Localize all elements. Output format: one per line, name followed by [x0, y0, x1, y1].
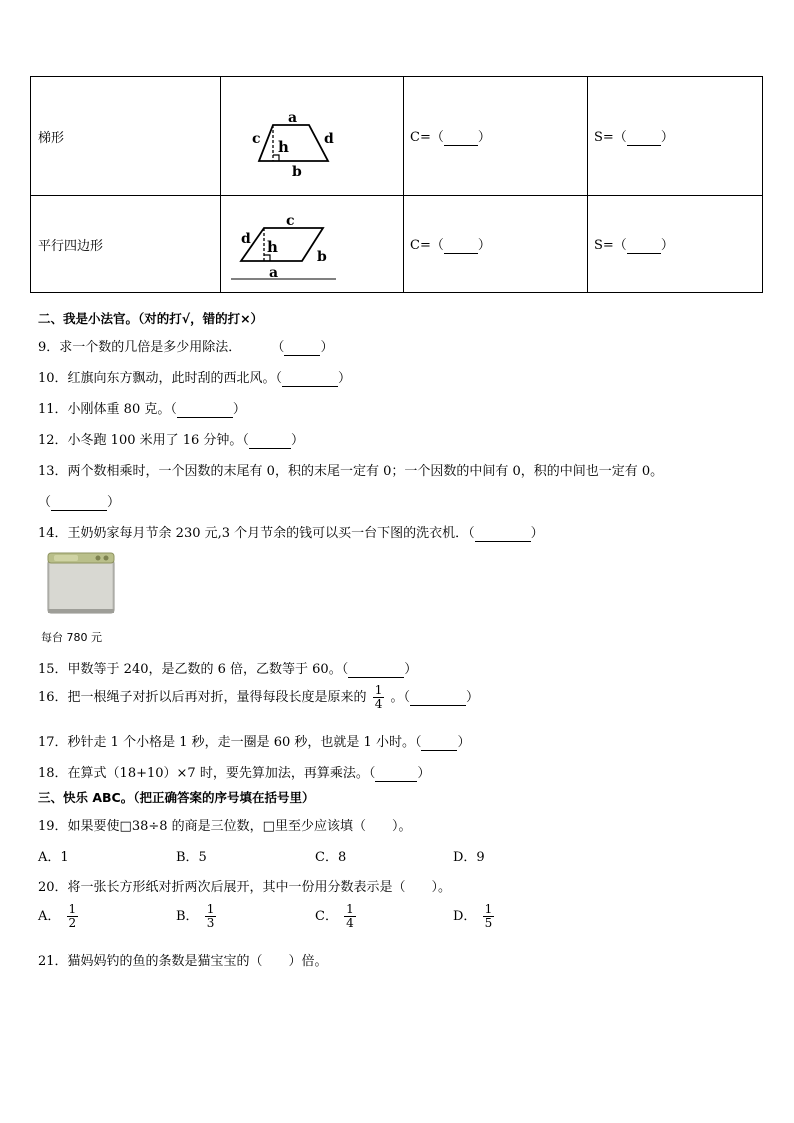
washing-machine-image	[46, 551, 116, 615]
perimeter-close: ）	[477, 238, 491, 253]
fraction-numerator: 1	[346, 902, 354, 916]
question-text: 14．王奶奶家每月节余 230 元,3 个月节余的钱可以买一台下图的洗衣机．（	[38, 526, 475, 541]
fraction	[67, 903, 79, 930]
section-2-heading: 二、我是小法官。（对的打√，错的打×）	[38, 311, 264, 326]
question-17	[38, 731, 470, 751]
fraction	[205, 903, 217, 930]
question-19: 19．如果要使□38÷8 的商是三位数，□里至少应该填（ ）。	[38, 819, 412, 834]
perimeter-cell	[404, 77, 588, 196]
question-21: 21．猫妈妈钓的鱼的条数是猫宝宝的（ ）倍。	[38, 954, 328, 969]
washer-price-caption: 每台 780 元	[41, 631, 102, 644]
question-16	[38, 684, 479, 711]
option-c[interactable]: C．8	[315, 850, 347, 865]
section-3-heading: 三、快乐 ABC。（把正确答案的序号填在括号里）	[38, 790, 315, 805]
fraction-numerator: 1	[68, 902, 77, 916]
answer-blank[interactable]	[375, 766, 417, 782]
shape-name: 平行四边形	[31, 196, 221, 293]
question-text: 17．秒针走 1 个小格是 1 秒，走一圈是 60 秒，也就是 1 小时。（	[38, 735, 422, 750]
answer-blank[interactable]	[410, 690, 466, 706]
question-20: 20．将一张长方形纸对折两次后展开，其中一份用分数表示是（ ）。	[38, 880, 452, 895]
question-text: 9．求一个数的几倍是多少用除法．	[38, 340, 242, 355]
fraction-denominator: 4	[346, 916, 354, 930]
fraction-denominator: 2	[68, 916, 77, 930]
table-row-trapezoid	[31, 77, 763, 196]
shape-name: 梯形	[31, 77, 221, 196]
area-cell	[588, 196, 763, 293]
answer-blank[interactable]	[282, 371, 338, 387]
label-d: d	[241, 231, 251, 247]
label-h: h	[267, 238, 278, 256]
option-d[interactable]: D．9	[453, 850, 485, 865]
paren-close: ）	[404, 662, 418, 677]
question-text: 18．在算式（18+10）×7 时，要先算加法，再算乘法。（	[38, 766, 376, 781]
fraction	[344, 903, 356, 930]
paren-close: ）	[417, 766, 431, 781]
paren-close: ）	[457, 735, 471, 750]
label-a: a	[288, 110, 298, 126]
label-a: a	[269, 265, 279, 281]
question-11	[38, 398, 246, 418]
question-13: 13．两个数相乘时，一个因数的末尾有 0，积的末尾一定有 0；一个因数的中间有 0，积的中间也一定有 0。	[38, 464, 664, 479]
trapezoid-figure-cell	[221, 77, 404, 196]
question-text: 12．小冬跑 100 米用了 16 分钟。（	[38, 433, 249, 448]
question-text: 15．甲数等于 240，是乙数的 6 倍，乙数等于 60。（	[38, 662, 349, 677]
answer-blank[interactable]	[51, 495, 107, 511]
answer-blank[interactable]	[348, 662, 404, 678]
question-12	[38, 429, 304, 449]
label-b: b	[317, 249, 327, 265]
area-label: S=（	[594, 130, 627, 145]
label-d: d	[324, 131, 334, 147]
perimeter-label: C=（	[410, 130, 444, 145]
paren-close: ）	[107, 495, 121, 510]
label-c: c	[286, 213, 295, 229]
answer-blank[interactable]	[284, 340, 320, 356]
paren-close: ）	[320, 340, 334, 355]
option-letter: C．	[315, 909, 338, 924]
fraction-one-quarter	[373, 684, 385, 711]
question-text: 10．红旗向东方飘动，此时刮的西北风。（	[38, 371, 283, 386]
question-text: 11．小刚体重 80 克。（	[38, 402, 177, 417]
answer-blank[interactable]	[444, 130, 478, 146]
answer-blank[interactable]	[249, 433, 291, 449]
question-10	[38, 367, 351, 387]
answer-blank[interactable]	[627, 130, 661, 146]
area-cell	[588, 77, 763, 196]
perimeter-close: ）	[477, 130, 491, 145]
fraction-denominator: 3	[206, 916, 215, 930]
label-b: b	[292, 164, 302, 180]
paren-close: ）	[338, 371, 352, 386]
fraction	[483, 903, 495, 930]
shape-formula-table	[30, 76, 763, 293]
answer-blank[interactable]	[475, 526, 531, 542]
fraction-denominator: 4	[374, 697, 383, 711]
option-a[interactable]: A．1	[38, 850, 69, 865]
parallelogram-figure-cell	[221, 196, 404, 293]
option-letter: B．	[176, 909, 199, 924]
option-letter: A．	[38, 909, 61, 924]
fraction-numerator: 1	[484, 902, 493, 916]
question-18	[38, 762, 430, 782]
trapezoid-shape	[259, 125, 328, 161]
question-9	[38, 336, 333, 356]
paren-close: ）	[232, 402, 246, 417]
paren-open: （	[38, 495, 52, 510]
option-a[interactable]	[38, 903, 80, 930]
area-label: S=（	[594, 238, 627, 253]
answer-blank[interactable]	[421, 735, 457, 751]
option-b[interactable]	[176, 903, 218, 930]
answer-blank[interactable]	[444, 238, 478, 254]
question-13-answer	[38, 491, 120, 511]
area-close: ）	[660, 238, 674, 253]
label-c: c	[252, 131, 261, 147]
fraction-denominator: 5	[484, 916, 493, 930]
fraction-numerator: 1	[374, 683, 383, 697]
question-15	[38, 658, 417, 678]
answer-blank[interactable]	[627, 238, 661, 254]
paren-open: （	[271, 340, 285, 355]
option-b[interactable]: B．5	[176, 850, 207, 865]
answer-blank[interactable]	[177, 402, 233, 418]
perimeter-cell	[404, 196, 588, 293]
option-letter: D．	[453, 909, 477, 924]
option-d[interactable]	[453, 903, 496, 930]
area-close: ）	[660, 130, 674, 145]
perimeter-label: C=（	[410, 238, 444, 253]
label-h: h	[278, 138, 289, 156]
paren-close: ）	[465, 690, 479, 705]
table-row-parallelogram	[31, 196, 763, 293]
fraction-numerator: 1	[206, 902, 215, 916]
trapezoid-diagram	[221, 77, 403, 191]
question-14	[38, 522, 544, 542]
paren-close: ）	[530, 526, 544, 541]
option-c[interactable]	[315, 903, 358, 930]
paren-close: ）	[290, 433, 304, 448]
question-text-tail: 。（	[390, 690, 410, 705]
question-text: 16．把一根绳子对折以后再对折，量得每段长度是原来的	[38, 690, 367, 705]
parallelogram-shape	[241, 228, 323, 261]
parallelogram-diagram	[221, 196, 403, 288]
